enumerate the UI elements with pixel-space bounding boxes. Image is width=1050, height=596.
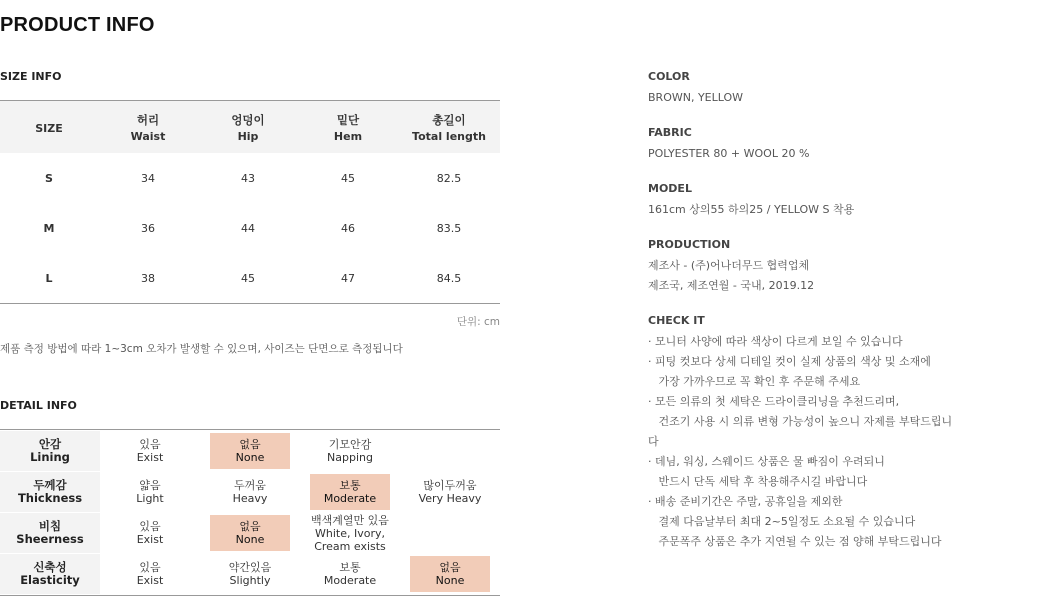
detail-row-header: 안감 Lining — [0, 431, 100, 471]
hip-cell: 45 — [241, 271, 255, 285]
detail-row-header: 신축성 Elasticity — [0, 554, 100, 594]
check-it-group — [648, 314, 1048, 552]
check-it-item: · 배송 준비기간은 주말, 공휴일을 제외한 — [648, 495, 843, 508]
detail-option: 얇음 Light — [136, 479, 164, 505]
detail-table — [0, 429, 500, 596]
total-length-cell: 83.5 — [436, 221, 462, 235]
fabric-label: FABRIC — [648, 126, 692, 139]
page-title: PRODUCT INFO — [0, 14, 155, 36]
product-info-panel — [648, 70, 1048, 552]
unit-label: 단위: cm — [456, 316, 500, 328]
detail-row-lining — [0, 431, 500, 471]
check-it-item: 가장 가까우므로 꼭 확인 후 주문해 주세요 — [648, 375, 861, 388]
fabric-group — [648, 126, 1048, 164]
size-cell: L — [45, 271, 53, 285]
check-it-item: · 모든 의류의 첫 세탁은 드라이클리닝을 추천드리며, — [648, 395, 900, 408]
detail-option-selected: 없음 None — [410, 556, 490, 592]
check-it-label: CHECK IT — [648, 314, 705, 327]
detail-option: 보통 Moderate — [323, 561, 377, 587]
waist-cell: 36 — [141, 221, 155, 235]
col-header-total-length: 총길이 Total length — [398, 101, 500, 154]
hem-cell: 45 — [341, 171, 355, 185]
check-it-item: · 데님, 워싱, 스웨이드 상품은 물 빠짐이 우려되니 — [648, 455, 885, 468]
color-group — [648, 70, 1048, 108]
detail-option-selected: 없음 None — [210, 433, 290, 469]
hip-cell: 44 — [241, 221, 255, 235]
detail-row-sheerness — [0, 513, 500, 553]
detail-option: 약간있음 Slightly — [228, 561, 272, 587]
measurement-note: 제품 측정 방법에 따라 1~3cm 오차가 발생할 수 있으며, 사이즈는 단면으로 측정됩니다 — [0, 343, 403, 355]
size-info-label: SIZE INFO — [0, 70, 62, 83]
production-line: 제조국, 제조연월 - 국내, 2019.12 — [648, 279, 815, 292]
fabric-value: POLYESTER 80 + WOOL 20 % — [648, 147, 810, 160]
color-label: COLOR — [648, 70, 690, 83]
check-it-item: 주문폭주 상품은 추가 지연될 수 있는 점 양해 부탁드립니다 — [648, 535, 942, 548]
detail-option: 있음 Exist — [136, 520, 164, 546]
check-it-item: 다 — [648, 435, 659, 448]
detail-row-header: 비침 Sheerness — [0, 513, 100, 553]
check-it-item: · 모니터 사양에 따라 색상이 다르게 보일 수 있습니다 — [648, 335, 903, 348]
detail-option-selected: 보통 Moderate — [310, 474, 390, 510]
col-header-size: SIZE — [0, 101, 98, 154]
detail-info-label: DETAIL INFO — [0, 399, 77, 412]
hip-cell: 43 — [241, 171, 255, 185]
model-value: 161cm 상의55 하의25 / YELLOW S 착용 — [648, 203, 855, 216]
waist-cell: 38 — [141, 271, 155, 285]
table-row — [0, 153, 500, 203]
detail-option: 기모안감 Napping — [327, 438, 373, 464]
detail-row-header: 두께감 Thickness — [0, 472, 100, 512]
col-header-waist: 허리 Waist — [98, 101, 198, 154]
hem-cell: 47 — [341, 271, 355, 285]
size-table — [0, 100, 500, 304]
detail-row-elasticity — [0, 554, 500, 594]
total-length-cell: 84.5 — [436, 271, 462, 285]
detail-option-selected: 없음 None — [210, 515, 290, 551]
col-header-hip: 엉덩이 Hip — [198, 101, 298, 154]
check-it-item: · 피팅 컷보다 상세 디테일 컷이 실제 상품의 색상 및 소재에 — [648, 355, 931, 368]
col-header-hem: 밑단 Hem — [298, 101, 398, 154]
size-table-header — [0, 101, 500, 154]
production-group — [648, 238, 1048, 296]
detail-option-empty — [410, 433, 490, 469]
check-it-item: 건조기 사용 시 의류 변형 가능성이 높으니 자제를 부탁드립니 — [648, 415, 953, 428]
check-it-item: 반드시 단독 세탁 후 착용해주시길 바랍니다 — [648, 475, 868, 488]
detail-option: 두꺼움 Heavy — [232, 479, 268, 505]
check-it-item: 결제 다음날부터 최대 2~5일정도 소요될 수 있습니다 — [648, 515, 916, 528]
detail-option: 있음 Exist — [136, 561, 164, 587]
size-cell: S — [45, 171, 53, 185]
table-row — [0, 203, 500, 253]
color-value: BROWN, YELLOW — [648, 91, 744, 104]
model-group — [648, 182, 1048, 220]
model-label: MODEL — [648, 182, 692, 195]
size-cell: M — [43, 221, 55, 235]
detail-row-thickness — [0, 472, 500, 512]
total-length-cell: 82.5 — [436, 171, 462, 185]
detail-option-empty — [410, 515, 490, 551]
waist-cell: 34 — [141, 171, 155, 185]
detail-option: 백색계열만 있음 White, Ivory, Cream exists — [311, 513, 389, 553]
production-line: 제조사 - (주)어나더무드 협력업체 — [648, 259, 810, 272]
detail-option: 있음 Exist — [136, 438, 164, 464]
table-row — [0, 253, 500, 304]
hem-cell: 46 — [341, 221, 355, 235]
detail-option: 많이두꺼움 Very Heavy — [418, 479, 482, 505]
production-label: PRODUCTION — [648, 238, 731, 251]
